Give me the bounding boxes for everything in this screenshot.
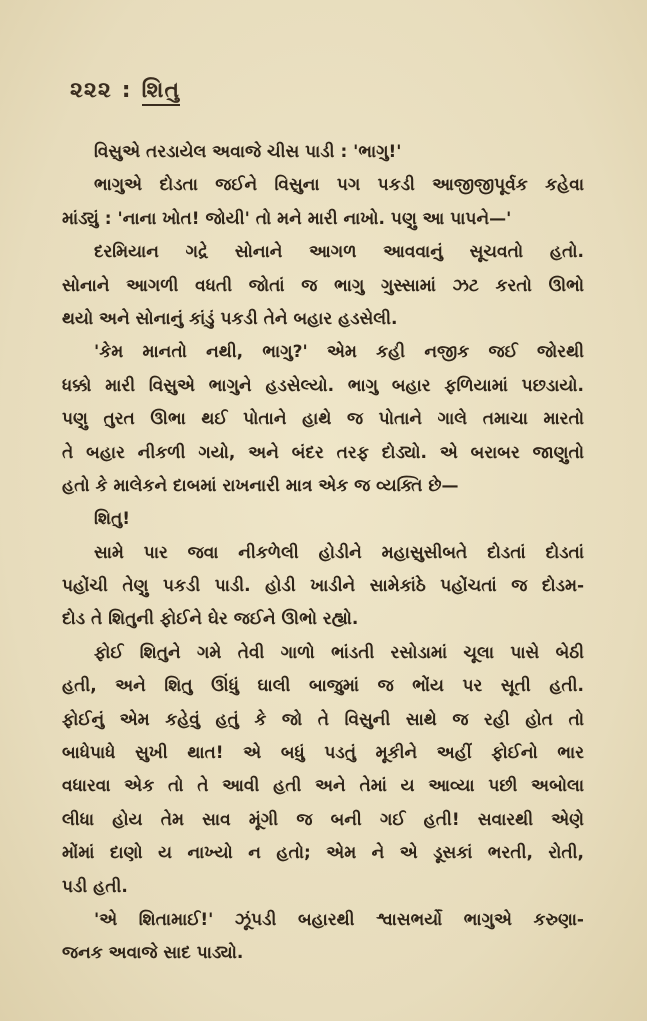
paragraph-line: સોનાને આગળી વધતી જોતાં જ ભાગુ ગુસ્સામાં ઝટ કરતો ઊભો [62, 275, 584, 296]
paragraph-line: થયો અને સોનાનું કાંડું પકડી તેને બહાર હડસેલી. [62, 308, 398, 329]
paragraph-line: માંડ્યું : 'નાના ખોત! જોયી' તો મને મારી નાખો. પણુ આ પાપને—' [62, 208, 512, 229]
paragraph-line: ફોઈનું એમ કહેવું હતું કે જો તે વિસુની સાથે જ રહી હોત તો [62, 709, 584, 730]
paragraph-line: ભાગુએ દોડતા જઈને વિસુના પગ પકડી આજીજીપૂર્વક કહેવા [94, 175, 584, 196]
paragraph-line: 'એ શિતામાઈ!' ઝૂંપડી બહારથી શ્વાસભર્યો ભાગુએ કરુણા- [94, 909, 584, 930]
paragraph-line: પડી હતી. [62, 876, 128, 897]
body-text [62, 136, 584, 971]
paragraph-line: દરમિયાન ગદ્રે સોનાને આગળ આવવાનું સૂચવતો હતો. [94, 242, 584, 263]
paragraph-line: પહોંચી તેણુ પકડી પાડી. હોડી ખાડીને સામેકાંઠે પહોંચતાં જ દોડમ- [62, 576, 584, 597]
paragraph-line: તે બહાર નીકળી ગયો, અને બંદર તરફ દોડ્યો. એ બરાબર જાણુતો [62, 442, 584, 463]
paragraph-line: હતી, અને શિતુ ઊંધું ઘાલી બાજુમાં જ ભોંય પર સૂતી હતી. [62, 676, 584, 697]
paragraph-line: ધક્કો મારી વિસુએ ભાગુને હડસેલ્યો. ભાગુ બહાર ફળિયામાં પછડાયો. [62, 375, 584, 396]
paragraph-line: લીધા હોય તેમ સાવ મૂંગી જ બની ગઈ હતી! સવારથી એણે [62, 809, 584, 830]
paragraph-line: ફોઈ શિતુને ગમે તેવી ગાળો ભાંડતી રસોડામાં ચૂલા પાસે બેઠી [94, 642, 584, 663]
paragraph-line: વધારવા એક તો તે આવી હતી અને તેમાં ય આવ્યા પછી અબોલા [62, 776, 584, 797]
page-number: ૨૨૨ [70, 78, 112, 103]
paragraph-line: પણુ તુરત ઊભા થઈ પોતાને હાથે જ પોતાને ગાલે તમાચા મારતો [62, 409, 584, 430]
paragraph-line: શિતુ! [94, 509, 130, 530]
paragraph-line: મોંમાં દાણો ય નાખ્યો ન હતો; એમ ને એ ડૂસકાં ભરતી, રોતી, [62, 843, 584, 864]
paragraph-line: 'કેમ માનતો નથી, ભાગુ?' એમ કહી નજીક જઈ જોરથી [94, 342, 584, 363]
paragraph-line: દોડ તે શિતુની ફોઈને ઘેર જઈને ઊભો રહ્યો. [62, 609, 359, 630]
paragraph-line: હતો કે માલેકને દાબમાં રાખનારી માત્ર એક જ વ્યક્તિ છે— [62, 475, 459, 496]
paragraph-line: સામે પાર જવા નીકળેલી હોડીને મહાસુસીબતે દોડતાં દોડતાં [94, 542, 584, 563]
paragraph-line: બાધેપાધે સુખી થાત! એ બધું પડતું મૂકીને અહીં ફોઈનો ભાર [62, 743, 584, 764]
chapter-title: શિતુ [142, 78, 181, 106]
page-header [70, 78, 180, 106]
header-separator: : [121, 78, 132, 103]
paragraph-line: વિસુએ તરડાયેલ અવાજે ચીસ પાડી : 'ભાગુ!' [94, 142, 402, 162]
paragraph-line: જનક અવાજે સાદ પાડ્યો. [62, 943, 244, 964]
